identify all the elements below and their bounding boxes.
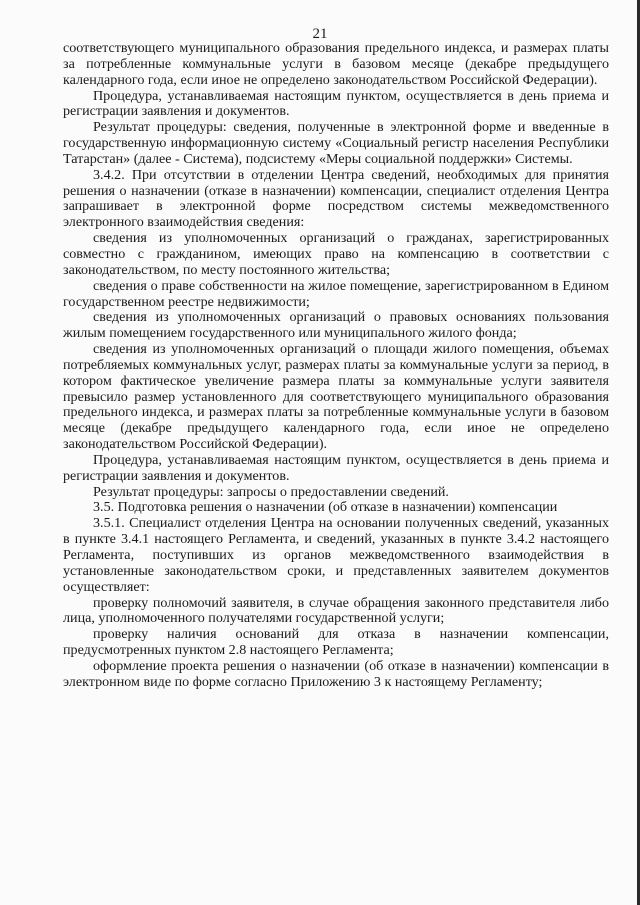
list-item: проверку полномочий заявителя, в случае обращения законного представителя либо лица, уполномоченного получателями государственной услуги; [63, 594, 609, 627]
list-item: оформление проекта решения о назначении (об отказе в назначении) компенсации в электронном виде по форме согласно Приложению 3 к настоящему Регламенту; [63, 657, 609, 690]
paragraph: Процедура, устанавливаемая настоящим пунктом, осуществляется в день приема и регистрации заявления и документов. [63, 451, 609, 484]
section-heading: 3.5. Подготовка решения о назначении (об отказе в назначении) компенсации [93, 499, 558, 516]
list-item: сведения из уполномоченных организаций о правовых основаниях пользования жилым помещением государственного или муниципального жилого фонда; [63, 309, 609, 342]
list-item: сведения из уполномоченных организаций о гражданах, зарегистрированных совместно с гражданином, имеющих право на компенсацию в соответствии с законодательством, по месту постоянного жительства; [63, 230, 609, 278]
paragraph: Результат процедуры: запросы о предоставлении сведений. [93, 483, 449, 500]
paragraph: Результат процедуры: сведения, полученные в электронной форме и введенные в государственную информационную систему «Социальный регистр населения Республики Татарстан» (далее - Система), подсистему «Меры социальной поддержки» Системы. [63, 119, 609, 167]
list-item: проверку наличия оснований для отказа в назначении компенсации, предусмотренных пунктом 2.8 настоящего Регламента; [63, 626, 609, 659]
list-item: сведения о праве собственности на жилое помещение, зарегистрированном в Едином государственном реестре недвижимости; [63, 277, 609, 310]
paragraph: Процедура, устанавливаемая настоящим пунктом, осуществляется в день приема и регистрации заявления и документов. [63, 87, 609, 120]
paragraph: 3.5.1. Специалист отделения Центра на основании полученных сведений, указанных в пункте 3.4.1 настоящего Регламента, и сведений, указанных в пункте 3.4.2 настоящего Регламента, поступивших из органов межведомственного взаимодействия в установленные законодательством сроки, и представленных заявителем документов осуществляет: [63, 515, 609, 595]
paragraph: 3.4.2. При отсутствии в отделении Центра сведений, необходимых для принятия решения о назначении (отказе в назначении) компенсации, специалист отделения Центра запрашивает в электронной форме посредством системы межведомственного электронного взаимодействия сведения: [63, 166, 609, 231]
paragraph: соответствующего муниципального образования предельного индекса, и размерах платы за потребленные коммунальные услуги в базовом месяце (декабре предыдущего календарного года, если иное не определено законодательством Российской Федерации). [63, 40, 609, 88]
list-item: сведения из уполномоченных организаций о площади жилого помещения, объемах потребляемых коммунальных услуг, размерах платы за коммунальные услуги за период, в котором фактическое увеличение размера платы за коммунальные услуги заявителя превысило размер установленного для соответствующего муниципального образования предельного индекса, и размерах платы за потребленные коммунальные услуги в базовом месяце (декабре предыдущего календарного года, если иное не определено законодательством Российской Федерации). [63, 341, 609, 453]
document-body [63, 41, 609, 691]
page-number: 21 [312, 26, 328, 42]
